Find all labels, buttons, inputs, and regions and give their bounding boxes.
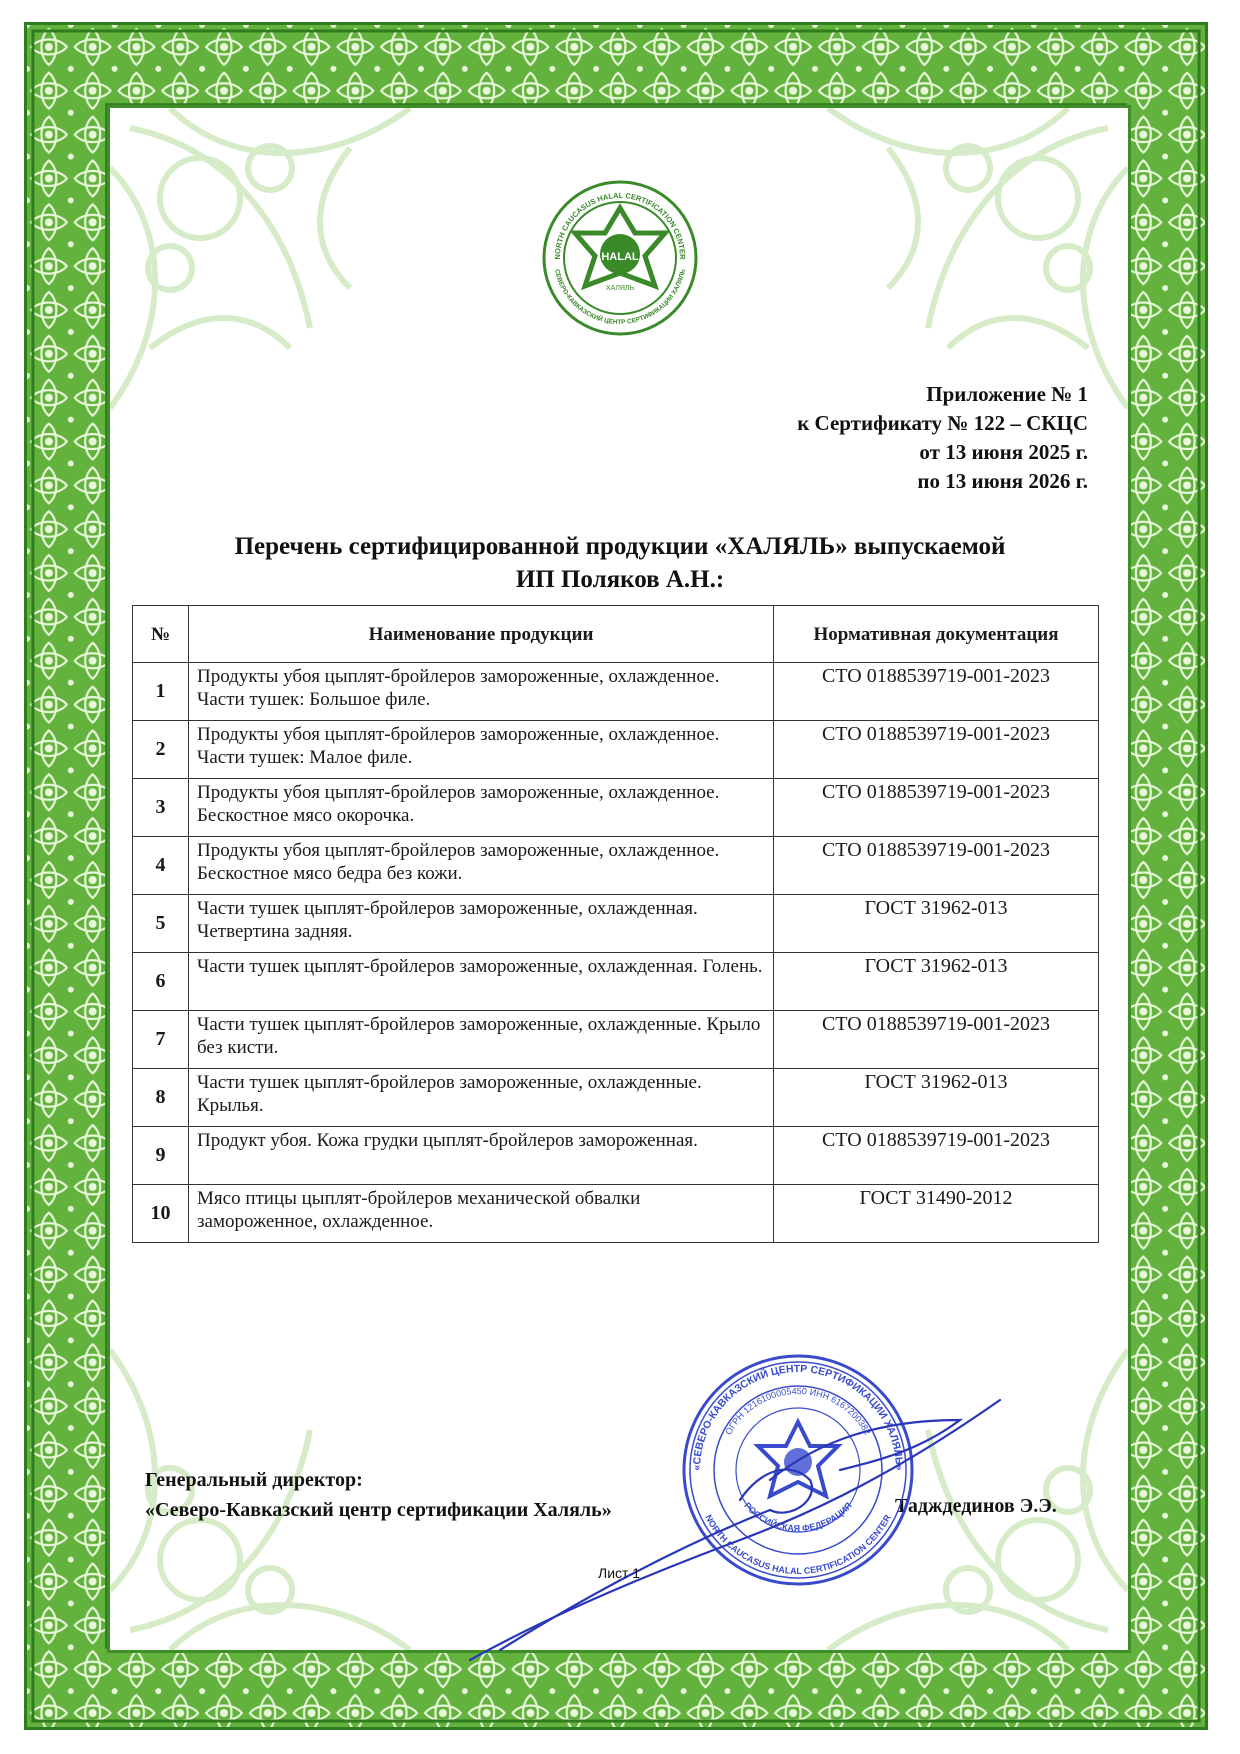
signatory-organization: «Северо-Кавказский центр сертификации Халяль» (145, 1499, 612, 1521)
stamp-ring-inner: ОГРН 1216100005450 ИНН 6167200382 (723, 1385, 873, 1437)
row-normative-doc: СТО 0188539719-001-2023 (774, 721, 1099, 779)
row-number: 3 (133, 779, 189, 837)
row-product-name: Продукты убоя цыплят-бройлеров замороженные, охлажденное. Части тушек: Малое филе. (189, 721, 774, 779)
table-row (133, 721, 1099, 779)
row-normative-doc: СТО 0188539719-001-2023 (774, 1127, 1099, 1185)
logo-center-sub: ХАЛЯЛЬ (605, 285, 635, 292)
table-row (133, 1069, 1099, 1127)
document-title (140, 530, 1100, 596)
appendix-number: Приложение № 1 (926, 382, 1088, 406)
sheet-number: Лист 1 (598, 1565, 641, 1581)
row-product-name: Части тушек цыплят-бройлеров замороженные, охлажденная. Голень. (189, 953, 774, 1011)
row-normative-doc: ГОСТ 31490-2012 (774, 1185, 1099, 1243)
row-normative-doc: ГОСТ 31962-013 (774, 953, 1099, 1011)
halal-center-logo (540, 178, 700, 338)
table-row (133, 663, 1099, 721)
row-product-name: Части тушек цыплят-бройлеров замороженные, охлажденные. Крылья. (189, 1069, 774, 1127)
row-number: 7 (133, 1011, 189, 1069)
stamp-ring-outer: «СЕВЕРО-КАВКАЗСКИЙ ЦЕНТР СЕРТИФИКАЦИИ ХАЛЯЛЬ» (690, 1363, 906, 1471)
row-normative-doc: ГОСТ 31962-013 (774, 1069, 1099, 1127)
row-product-name: Продукт убоя. Кожа грудки цыплят-бройлеров замороженная. (189, 1127, 774, 1185)
row-number: 6 (133, 953, 189, 1011)
table-row (133, 1127, 1099, 1185)
row-product-name: Мясо птицы цыплят-бройлеров механической обвалки замороженное, охлажденное. (189, 1185, 774, 1243)
row-product-name: Продукты убоя цыплят-бройлеров замороженные, охлажденное. Бескостное мясо окорочка. (189, 779, 774, 837)
table-row (133, 895, 1099, 953)
logo-ring-text-top: NORTH CAUCASUS HALAL CERTIFICATION CENTER (552, 190, 688, 260)
title-line-1: Перечень сертифицированной продукции «ХАЛЯЛЬ» выпускаемой (234, 533, 1006, 560)
corner-ornament-top-left (110, 108, 430, 428)
table-header-row (133, 606, 1099, 663)
row-product-name: Части тушек цыплят-бройлеров замороженные, охлажденная. Четвертина задняя. (189, 895, 774, 953)
product-table (132, 605, 1099, 1243)
header-number: № (133, 606, 189, 663)
row-number: 4 (133, 837, 189, 895)
table-row (133, 1185, 1099, 1243)
row-normative-doc: СТО 0188539719-001-2023 (774, 779, 1099, 837)
row-number: 9 (133, 1127, 189, 1185)
appendix-date-to: по 13 июня 2026 г. (917, 469, 1088, 493)
appendix-certificate: к Сертификату № 122 – СКЦС (797, 411, 1088, 435)
row-normative-doc: СТО 0188539719-001-2023 (774, 1011, 1099, 1069)
header-normative-doc: Нормативная документация (774, 606, 1099, 663)
title-line-2: ИП Поляков А.Н.: (515, 566, 725, 593)
signatory-position: Генеральный директор: (145, 1469, 363, 1491)
row-product-name: Продукты убоя цыплят-бройлеров замороженные, охлажденное. Бескостное мясо бедра без кожи. (189, 837, 774, 895)
appendix-header (797, 380, 1088, 496)
stamp-ring-bottom: NORTH CAUCASUS HALAL CERTIFICATION CENTER (703, 1512, 893, 1577)
logo-ring-text-bottom: СЕВЕРО-КАВКАЗСКИЙ ЦЕНТР СЕРТИФИКАЦИИ ХАЛЯЛЬ (553, 268, 687, 327)
logo-center-text: HALAL (601, 251, 639, 263)
signatory-name: Тадждединов Э.Э. (895, 1495, 1057, 1517)
table-row (133, 1011, 1099, 1069)
table-row (133, 837, 1099, 895)
handwritten-signature (440, 1380, 1020, 1680)
row-product-name: Части тушек цыплят-бройлеров замороженные, охлажденные. Крыло без кисти. (189, 1011, 774, 1069)
stamp-center-text: РОССИЙСКАЯ ФЕДЕРАЦИЯ (742, 1500, 854, 1534)
row-number: 2 (133, 721, 189, 779)
row-product-name: Продукты убоя цыплят-бройлеров замороженные, охлажденное. Части тушек: Большое филе. (189, 663, 774, 721)
table-row (133, 779, 1099, 837)
row-normative-doc: СТО 0188539719-001-2023 (774, 663, 1099, 721)
table-row (133, 953, 1099, 1011)
row-normative-doc: ГОСТ 31962-013 (774, 895, 1099, 953)
row-number: 10 (133, 1185, 189, 1243)
header-product-name: Наименование продукции (189, 606, 774, 663)
row-normative-doc: СТО 0188539719-001-2023 (774, 837, 1099, 895)
row-number: 1 (133, 663, 189, 721)
appendix-date-from: от 13 июня 2025 г. (919, 440, 1088, 464)
row-number: 5 (133, 895, 189, 953)
row-number: 8 (133, 1069, 189, 1127)
